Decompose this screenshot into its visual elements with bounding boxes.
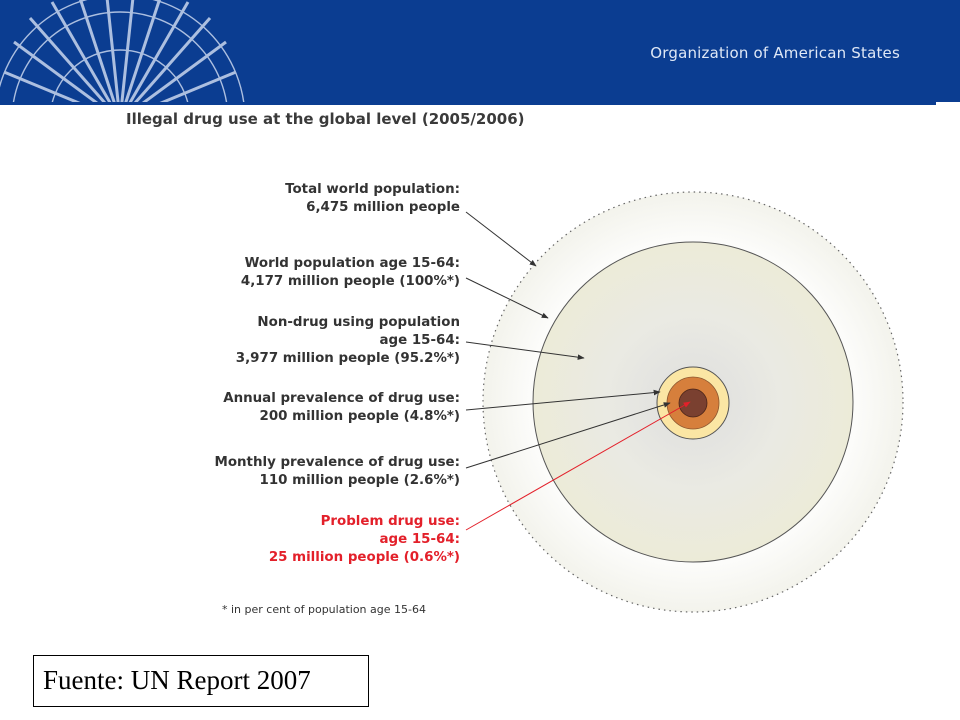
label-line: Monthly prevalence of drug use:: [214, 455, 460, 470]
label-line: 200 million people (4.8%*): [259, 409, 460, 424]
label-population-15-64: [241, 255, 460, 291]
label-line: Non-drug using population: [257, 315, 460, 330]
problem-drug-use-circle: [679, 389, 707, 417]
label-problem-drug-use: [269, 513, 460, 567]
label-monthly-prevalence: [215, 454, 461, 490]
label-line: 3,977 million people (95.2%*): [235, 351, 460, 366]
label-line: 4,177 million people (100%*): [240, 274, 460, 289]
label-line: Problem drug use:: [320, 514, 460, 529]
label-line: 110 million people (2.6%*): [259, 473, 460, 488]
label-non-drug-using: [236, 314, 460, 368]
label-line: Total world population:: [285, 182, 460, 197]
label-line: 25 million people (0.6%*): [268, 550, 460, 565]
source-text: Fuente: UN Report 2007: [43, 665, 311, 695]
label-line: Annual prevalence of drug use:: [223, 391, 460, 406]
diagram-title: Illegal drug use at the global level (2005/2006): [126, 110, 525, 128]
organization-name: Organization of American States: [650, 44, 900, 62]
arrow-total-population: [466, 212, 536, 266]
label-annual-prevalence: [223, 390, 460, 426]
label-line: age 15-64:: [379, 333, 460, 348]
label-line: 6,475 million people: [306, 200, 460, 215]
label-line: World population age 15-64:: [244, 256, 460, 271]
label-line: age 15-64:: [379, 532, 460, 547]
label-total-population: [285, 181, 460, 217]
footnote: * in per cent of population age 15-64: [222, 603, 426, 616]
source-citation: [33, 655, 369, 707]
